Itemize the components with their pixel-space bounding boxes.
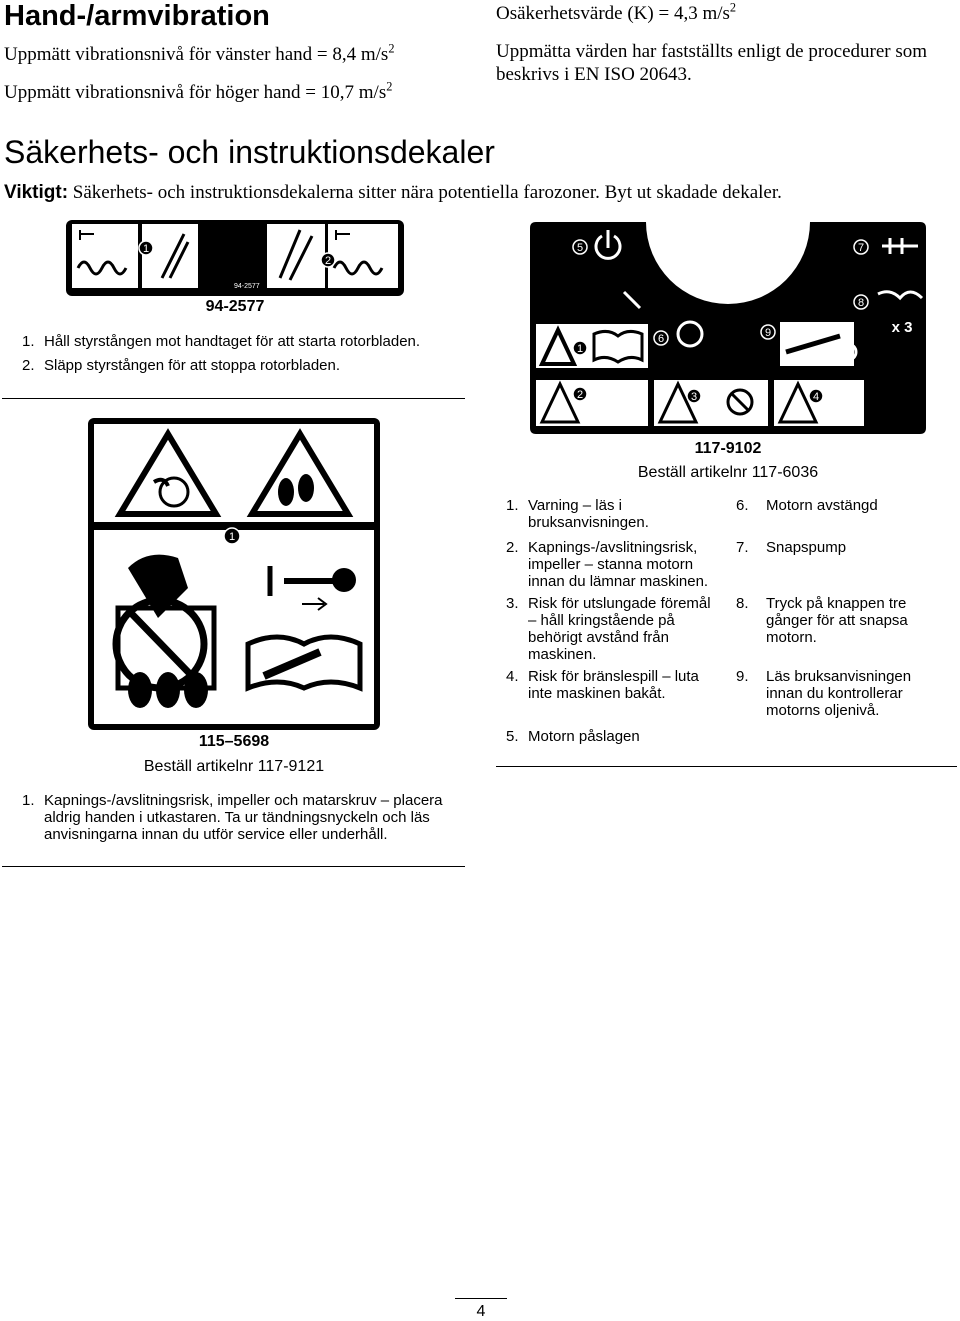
measurement-note: Uppmätta värden har fastställts enligt de procedurer som beskrivs i EN ISO 20643.: [496, 41, 928, 85]
decal-117-9102-image: [530, 222, 926, 434]
list-item: 1. Kapnings-/avslitningsrisk, impeller och matarskruv – placera aldrig handen i utkastaren. Ta ur tändningsnyckeln och läs anvisningarna innan du utför service eller underhåll.: [22, 792, 443, 843]
decal-115-5698-code: 115–5698: [198, 733, 270, 750]
decal-115-5698-image: [88, 418, 380, 730]
vibration-title: Hand-/armvibration: [4, 0, 270, 32]
svg-text:8: 8: [857, 297, 865, 309]
svg-text:2: 2: [576, 389, 584, 401]
svg-text:9: 9: [764, 327, 772, 339]
page-number: 4: [476, 1303, 486, 1320]
svg-text:2: 2: [324, 255, 332, 267]
svg-text:94-2577: 94-2577: [234, 283, 260, 290]
important-note: Viktigt: Säkerhets- och instruktionsdekalerna sitter nära potentiella farozoner. Byt ut skadade dekaler.: [4, 182, 782, 203]
svg-text:4: 4: [812, 391, 820, 403]
divider: [2, 398, 465, 399]
decal-117-9102-order: Beställ artikelnr 117-6036: [637, 464, 819, 481]
divider: [2, 866, 465, 867]
svg-text:x 3: x 3: [891, 319, 913, 336]
decal-115-5698-order: Beställ artikelnr 117-9121: [143, 758, 325, 775]
right-hand-vibration: Uppmätt vibrationsnivå för höger hand = 10,7 $m/s^2$: [4, 79, 393, 103]
svg-text:5: 5: [576, 242, 584, 254]
svg-text:1: 1: [228, 531, 236, 543]
decal-94-2577-image: [66, 220, 404, 296]
left-hand-vibration: Uppmätt vibrationsnivå för vänster hand = 8,4 $m/s^2$: [4, 41, 395, 65]
decal-94-2577-code: 94-2577: [205, 298, 265, 315]
svg-text:7: 7: [857, 242, 865, 254]
uncertainty-value: Osäkerhetsvärde (K) = 4,3 $m/s^2$: [496, 0, 737, 24]
decal-117-9102-code: 117-9102: [694, 440, 762, 457]
divider: [496, 766, 957, 767]
svg-text:6: 6: [657, 333, 665, 345]
page-number-rule: [455, 1298, 507, 1299]
svg-text:3: 3: [690, 391, 698, 403]
section-title: Säkerhets- och instruktionsdekaler: [4, 134, 495, 170]
svg-text:1: 1: [576, 343, 584, 355]
svg-text:1: 1: [142, 243, 150, 255]
